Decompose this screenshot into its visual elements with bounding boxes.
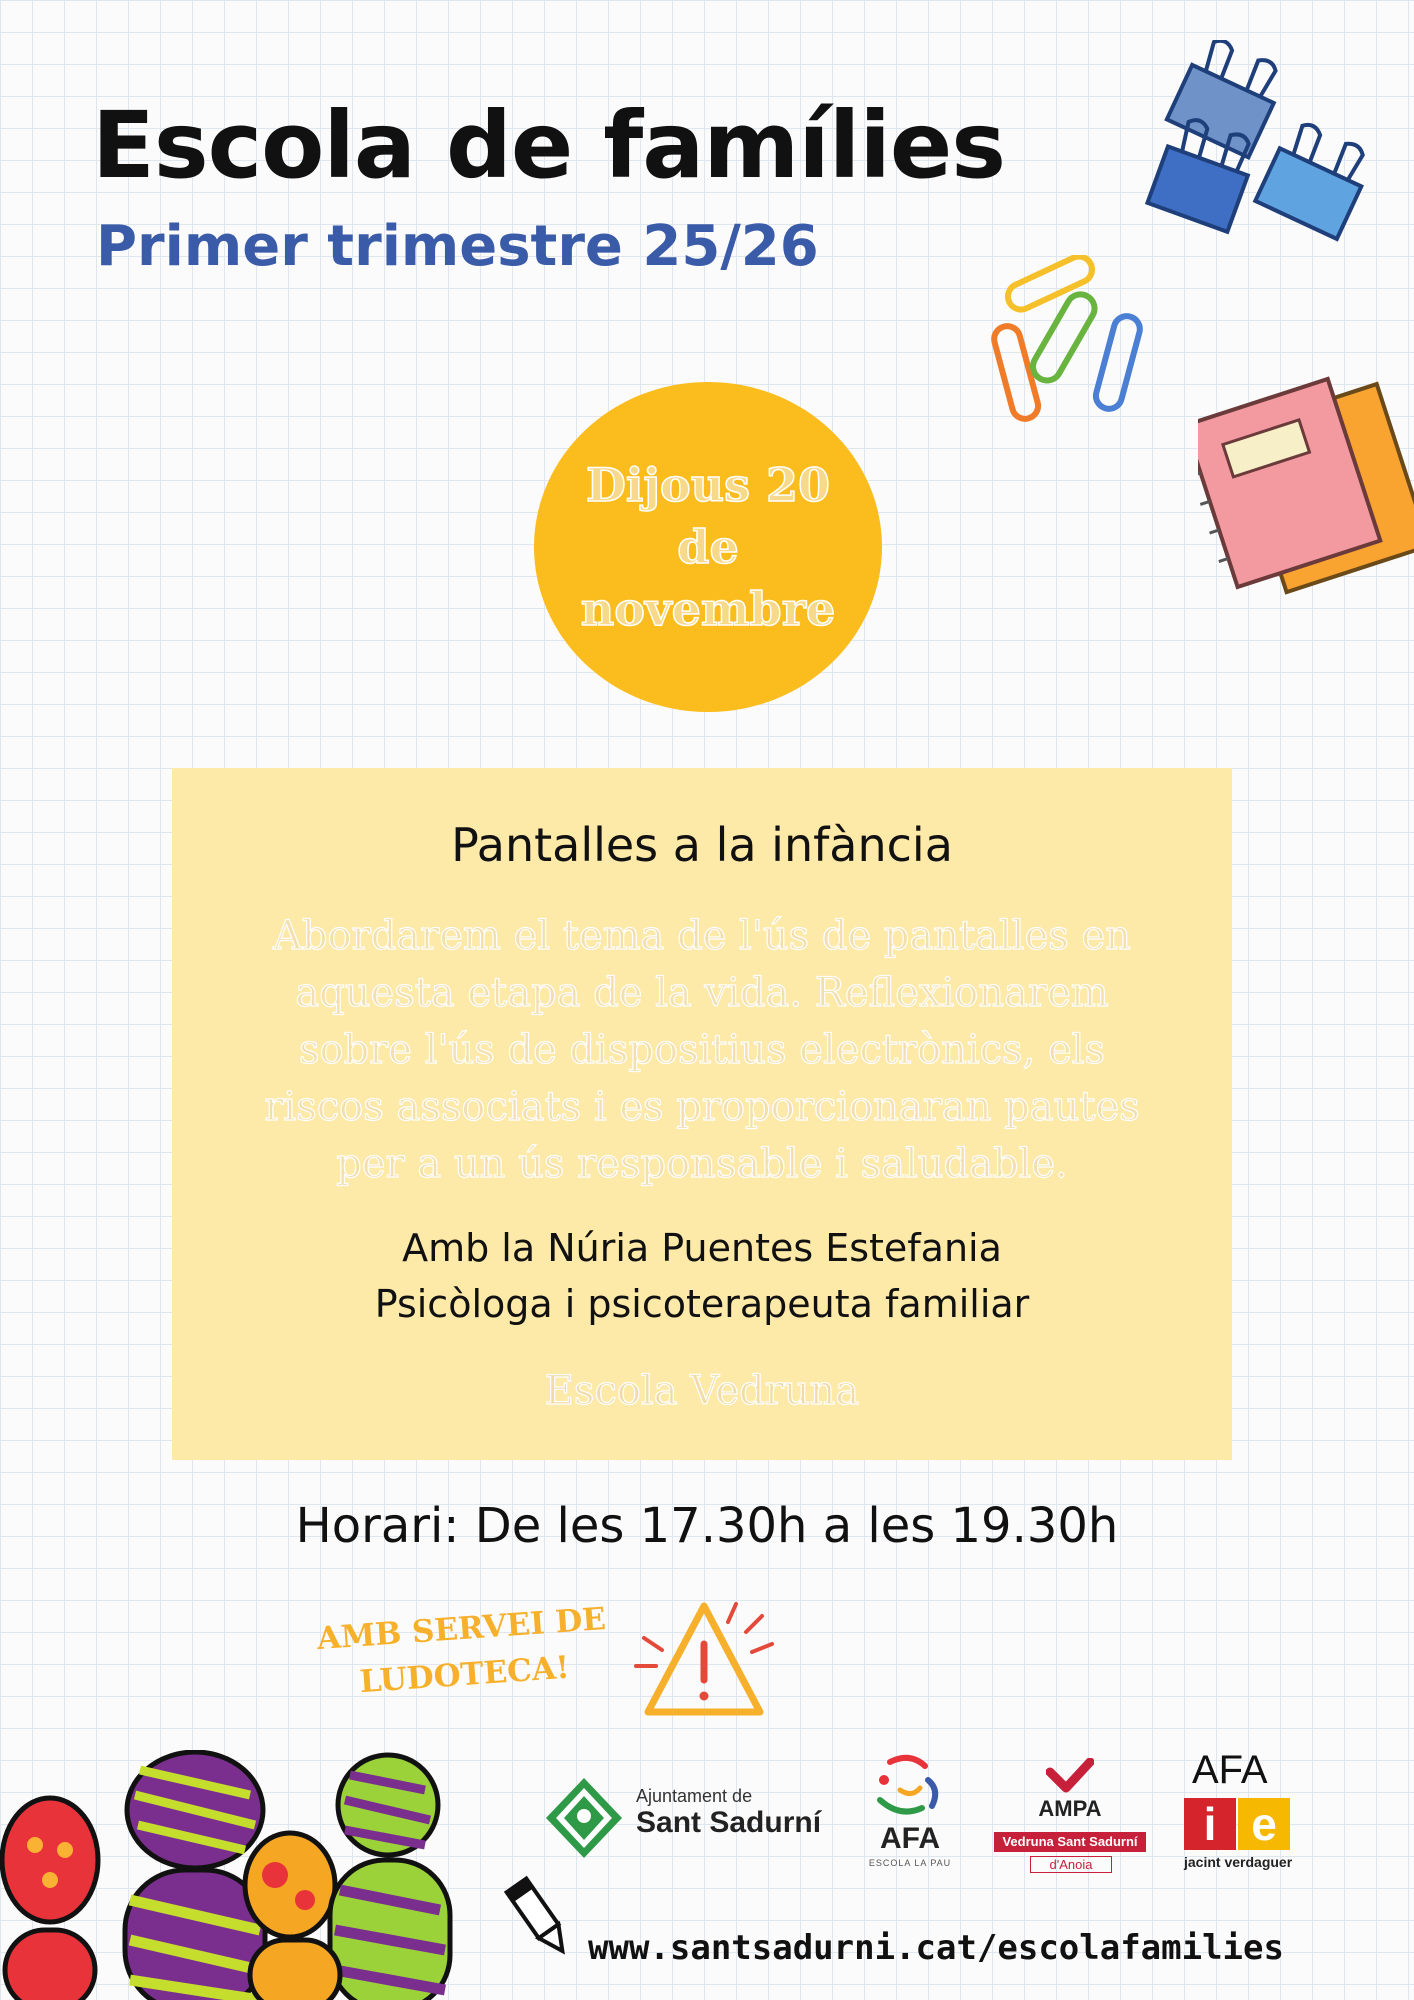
presenter-name: Amb la Núria Puentes Estefania	[402, 1226, 1002, 1270]
ajuntament-line-1: Ajuntament de	[636, 1786, 753, 1806]
letter-e-block: e	[1238, 1798, 1290, 1850]
afa-la-pau-logo	[860, 1750, 960, 1880]
afa-la-pau-text: AFA	[880, 1822, 940, 1855]
session-location: Escola Vedruna	[544, 1368, 860, 1414]
afa-jacint-verdaguer-logo	[1184, 1748, 1304, 1878]
session-description	[212, 908, 1192, 1193]
ampa-band: Vedruna Sant Sadurní	[994, 1832, 1146, 1852]
date-line-2: novembre	[580, 582, 836, 636]
paperclips-illustration	[985, 255, 1175, 430]
session-panel	[172, 768, 1232, 1460]
ajuntament-logo	[544, 1772, 834, 1862]
afa-la-pau-sub: ESCOLA LA PAU	[868, 1858, 952, 1868]
page-subtitle: Primer trimestre 25/26	[96, 214, 819, 279]
municipal-shield-icon	[544, 1776, 624, 1860]
ampa-text: AMPA	[1038, 1796, 1102, 1821]
date-text	[548, 454, 868, 640]
ajuntament-line-2: Sant Sadurní	[636, 1806, 822, 1839]
notice-line-2: LUDOTECA!	[358, 1649, 571, 1701]
pencil-icon	[500, 1874, 580, 1964]
date-line-1: Dijous 20 de	[585, 458, 831, 574]
afa-jv-sub: jacint verdaguer	[1184, 1854, 1293, 1870]
description-line: sobre l'ús de dispositius electrònics, els	[298, 1027, 1106, 1073]
afa-la-pau-emblem-icon	[870, 1750, 950, 1820]
warning-icon	[634, 1592, 774, 1732]
binder-clips-illustration	[1140, 40, 1380, 250]
schedule-text: Horari: De les 17.30h a les 19.30h	[295, 1498, 1119, 1554]
afa-jv-text: AFA	[1192, 1748, 1268, 1792]
notebooks-illustration	[1198, 350, 1414, 610]
description-line: per a un ús responsable i saludable.	[336, 1141, 1068, 1187]
letter-i-block: i	[1184, 1798, 1236, 1850]
heart-check-icon	[1046, 1758, 1094, 1794]
website-link[interactable]: www.santsadurni.cat/escolafamilies	[588, 1928, 1284, 1968]
date-badge	[534, 382, 882, 712]
page-title: Escola de famílies	[92, 92, 1006, 199]
colorful-figures-illustration	[0, 1750, 470, 2000]
presenter-info	[172, 1220, 1232, 1332]
ampa-sub: d'Anoia	[1030, 1856, 1112, 1873]
session-title: Pantalles a la infància	[451, 818, 953, 872]
ludoteca-notice	[315, 1596, 611, 1708]
presenter-role: Psicòloga i psicoterapeuta familiar	[374, 1282, 1030, 1326]
description-line: riscos associats i es proporcionaran pautes	[264, 1084, 1140, 1130]
notice-line-1: AMB SERVEI DE	[315, 1601, 608, 1658]
description-line: Abordarem el tema de l'ús de pantalles en	[273, 913, 1131, 959]
description-line: aquesta etapa de la vida. Reflexionarem	[295, 970, 1109, 1016]
ampa-vedruna-logo	[992, 1758, 1148, 1878]
